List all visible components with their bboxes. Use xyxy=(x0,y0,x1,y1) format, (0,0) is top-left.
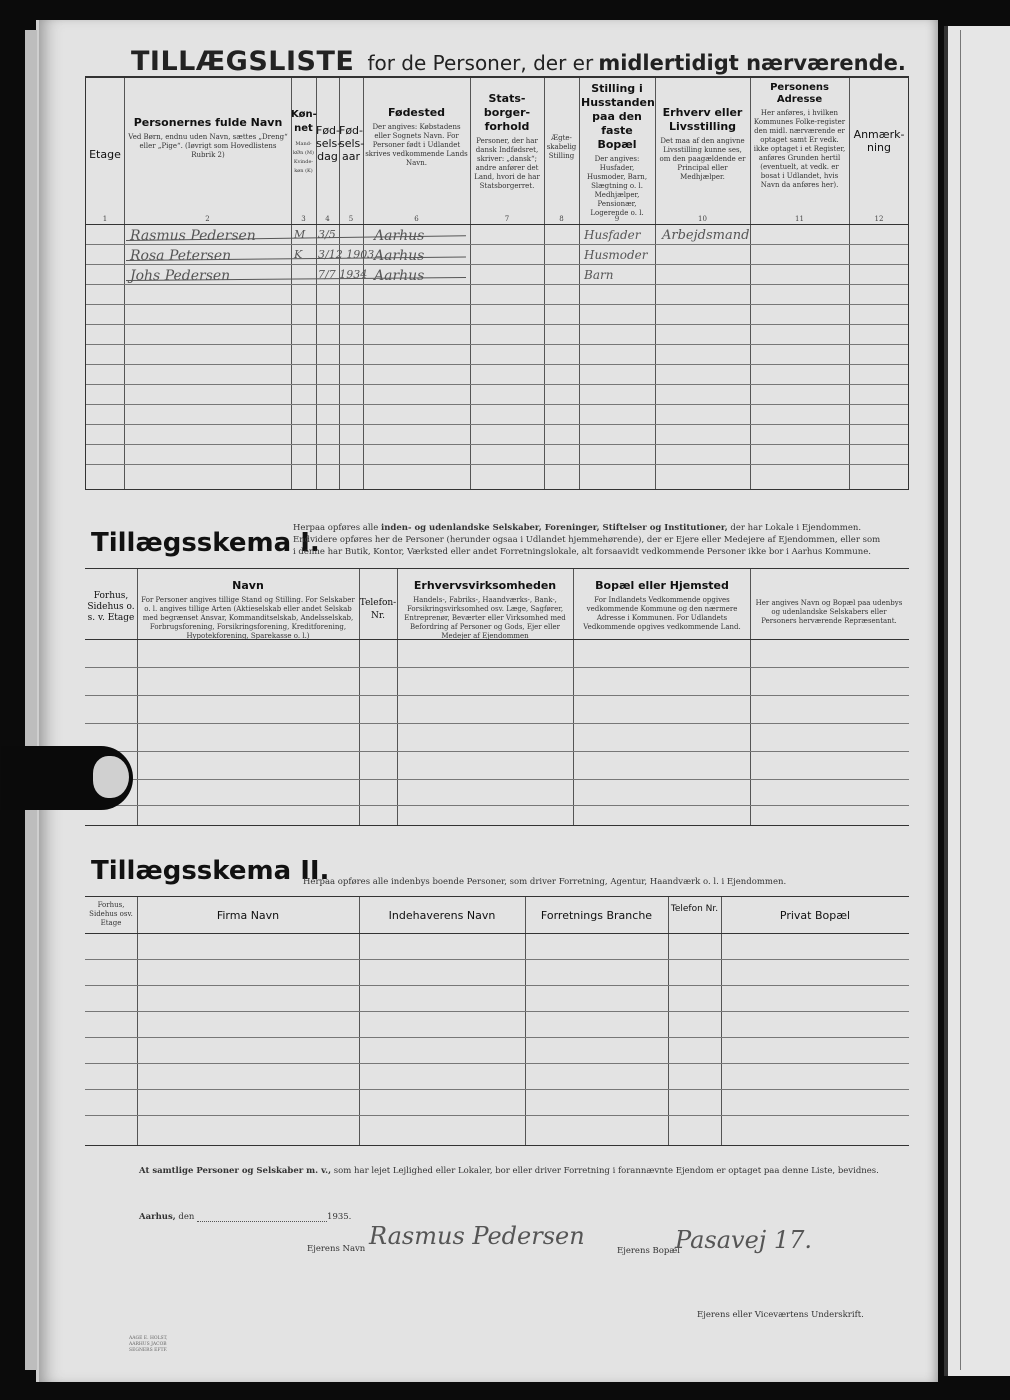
schedule-1-heading: Tillægsskema I. xyxy=(91,528,320,558)
cell-name: Johs Pedersen xyxy=(130,268,231,284)
col-number: 5 xyxy=(348,215,354,223)
cell-birthplace: Aarhus xyxy=(374,268,425,284)
cell-birth-day: 3/5 xyxy=(318,228,336,241)
cell-birthplace: Aarhus xyxy=(374,248,425,264)
col-number: 1 xyxy=(102,215,108,223)
cell-name: Rosa Petersen xyxy=(130,248,232,264)
col-number: 2 xyxy=(205,215,210,223)
header-occupation: Erhverv eller Livsstilling Det maa af den angivne Livsstilling kunne ses, om den paagældende er Principal eller Medhjælper. xyxy=(659,106,746,181)
declaration: At samtlige Personer og Selskaber m. v., som har lejet Lejlighed eller Lokaler, bor eller driver Forretning i forannævnte Ejendom er optaget paa denne Liste, bevidnes. xyxy=(139,1166,879,1176)
cell-sex: K xyxy=(294,248,303,261)
schedule-1-intro: Herpaa opføres alle inden- og udenlandske Selskaber, Foreninger, Stiftelser og Institutioner, der har Lokale i Ejendommen. Endvidere opføres her de Personer (herunder ogsaa i Udlandet hjemmehørende), der er Ejere eller Medejere af Ejendommen, eller som i denne har Butik, Kontor, Værksted eller andet Forretningslokale, alt forsaavidt vedkommende Personer ikke bor i Aarhus Kommune. xyxy=(293,523,881,557)
col-number: 8 xyxy=(559,215,564,223)
thumb xyxy=(1,746,133,810)
col-number: 7 xyxy=(504,215,510,223)
s1-header-residence: Bopæl eller Hjemsted For Indlandets Vedkommende opgives vedkommende Kommune og den nærmere Adresse i Kommunen. For Udlandets Vedkommende opgives vedkommende Land. xyxy=(583,579,741,631)
adjacent-page-rule xyxy=(960,30,961,1370)
col-number: 10 xyxy=(698,215,707,223)
header-household-position: Stilling i Husstanden paa den faste Bopæl Der angives: Husfader, Husmoder, Barn, Slægtning o. l. Medhjælper, Pensionær, Logerende o. l. xyxy=(581,82,655,217)
schedule-2-intro: Herpaa opføres alle indenbys boende Personer, som driver Forretning, Agentur, Haandværk o. l. i Ejendommen. xyxy=(303,877,787,887)
cell-occupation: Arbejdsmand xyxy=(662,228,750,243)
adjacent-page xyxy=(944,26,1010,1376)
header-citizenship: Stats-borger-forhold Personer, der har dansk Indfødsret, skriver: „dansk“; andre anfører det Land, hvori de har Statsborgerret. xyxy=(474,92,540,190)
supplement-list-table xyxy=(85,76,909,490)
header-birth-day: Fød-sels-dag xyxy=(316,124,342,163)
header-address-register: Personens Adresse Her anføres, i hvilken Kommunes Folke-register den midl. nærværende er optaget samt Er vedk. ikke optaget i et Register, anføres Grunden hertil (eventuelt, at vedk. er bosat i Udlandet, hvis Navn da anføres her). xyxy=(753,82,846,189)
date-line: Aarhus, den 1935. xyxy=(139,1212,352,1222)
cell-name: Rasmus Pedersen xyxy=(130,228,256,244)
header-birthplace: Fødested Der angives: Købstadens eller Sognets Navn. For Personer født i Udlandet skrives vedkommende Lands Navn. xyxy=(365,106,468,167)
header-etage: Etage xyxy=(89,148,121,161)
header-birth-year: Fød-sels-aar xyxy=(339,124,365,163)
printer-imprint: AAGE E. HOLST, AARHUS JACOB SEGNERS EFTF. xyxy=(129,1336,168,1353)
title-main: TILLÆGSLISTE xyxy=(131,46,355,77)
signature-label: Ejerens eller Viceværtens Underskrift. xyxy=(697,1310,864,1320)
form-page xyxy=(36,20,938,1382)
s2-header-branch: Forretnings Branche xyxy=(540,909,653,922)
s1-header-name: Navn For Personer angives tillige Stand og Stilling. For Selskaber o. l. angives tillige Arten (Aktieselskab eller andet Selskab med begrænset Ansvar, Kommanditselskab, Andelsselskab, Forbrugsforening, Forsikringsforening, Kreditforening, Hypotekforening, Sparekasse o. l.) xyxy=(141,579,355,640)
cell-birth-day: 7/7 1934 xyxy=(318,268,368,281)
cell-position: Husfader xyxy=(584,228,641,242)
schedule-2-table xyxy=(85,896,909,1146)
col-number: 3 xyxy=(301,215,306,223)
header-remarks: Anmærk-ning xyxy=(853,128,905,154)
cell-position: Husmoder xyxy=(584,248,648,262)
header-sex: Køn-net Mand-kØn (M) Kvinde-køn (K) xyxy=(291,109,317,174)
title-middle: for de Personer, der er xyxy=(367,51,594,75)
header-marital-status: Ægte-skabelig Stilling xyxy=(546,134,577,160)
owner-address-signature: Pasavej 17. xyxy=(675,1226,813,1254)
s1-header-phone: Telefon-Nr. xyxy=(359,598,397,621)
s2-header-firm: Firma Navn xyxy=(216,909,280,922)
s2-header-phone: Telefon Nr. xyxy=(670,904,719,914)
s1-header-representative: Her angives Navn og Bopæl paa udenbys og udenlandske Selskabers eller Personers herværende Repræsentant. xyxy=(755,599,903,625)
owner-name-label: Ejerens Navn xyxy=(307,1244,366,1254)
col-number: 4 xyxy=(325,215,330,223)
s2-header-private-address: Privat Bopæl xyxy=(779,909,851,922)
owner-address-label: Ejerens Bopæl xyxy=(617,1246,681,1256)
cell-position: Barn xyxy=(584,268,614,282)
schedule-1-table xyxy=(85,568,909,826)
s2-header-floor: Forhus, Sidehus osv. Etage xyxy=(89,901,133,927)
col-number: 11 xyxy=(795,215,804,223)
col-number: 12 xyxy=(874,215,884,223)
owner-name-signature: Rasmus Pedersen xyxy=(369,1222,585,1250)
cell-birth-day: 3/12 1903 xyxy=(318,248,375,261)
schedule-2-heading: Tillægsskema II. xyxy=(91,856,330,886)
s1-header-floor: Forhus, Sidehus o. s. v. Etage xyxy=(87,591,135,623)
title-bold: midlertidigt nærværende. xyxy=(598,51,906,75)
col-number: 6 xyxy=(414,215,419,223)
page-title xyxy=(131,46,906,77)
cell-sex: M xyxy=(294,228,306,241)
col-number: 9 xyxy=(614,215,620,223)
s1-header-business: Erhvervsvirksomheden Handels-, Fabriks-, Haandværks-, Bank-, Forsikringsvirksomhed osv. Læge, Sagfører, Entreprenør, Beværter eller Virksomhed med Befordring af Personer og Gods, Ejer eller Medejer af Ejendommen xyxy=(404,579,566,640)
s2-header-owner: Indehaverens Navn xyxy=(388,909,496,922)
cell-birthplace: Aarhus xyxy=(374,228,425,244)
header-full-name: Personernes fulde Navn Ved Børn, endnu uden Navn, sættes „Dreng“ eller „Pige“. (Iøvrigt som Hovedlistens Rubrik 2) xyxy=(128,116,288,159)
